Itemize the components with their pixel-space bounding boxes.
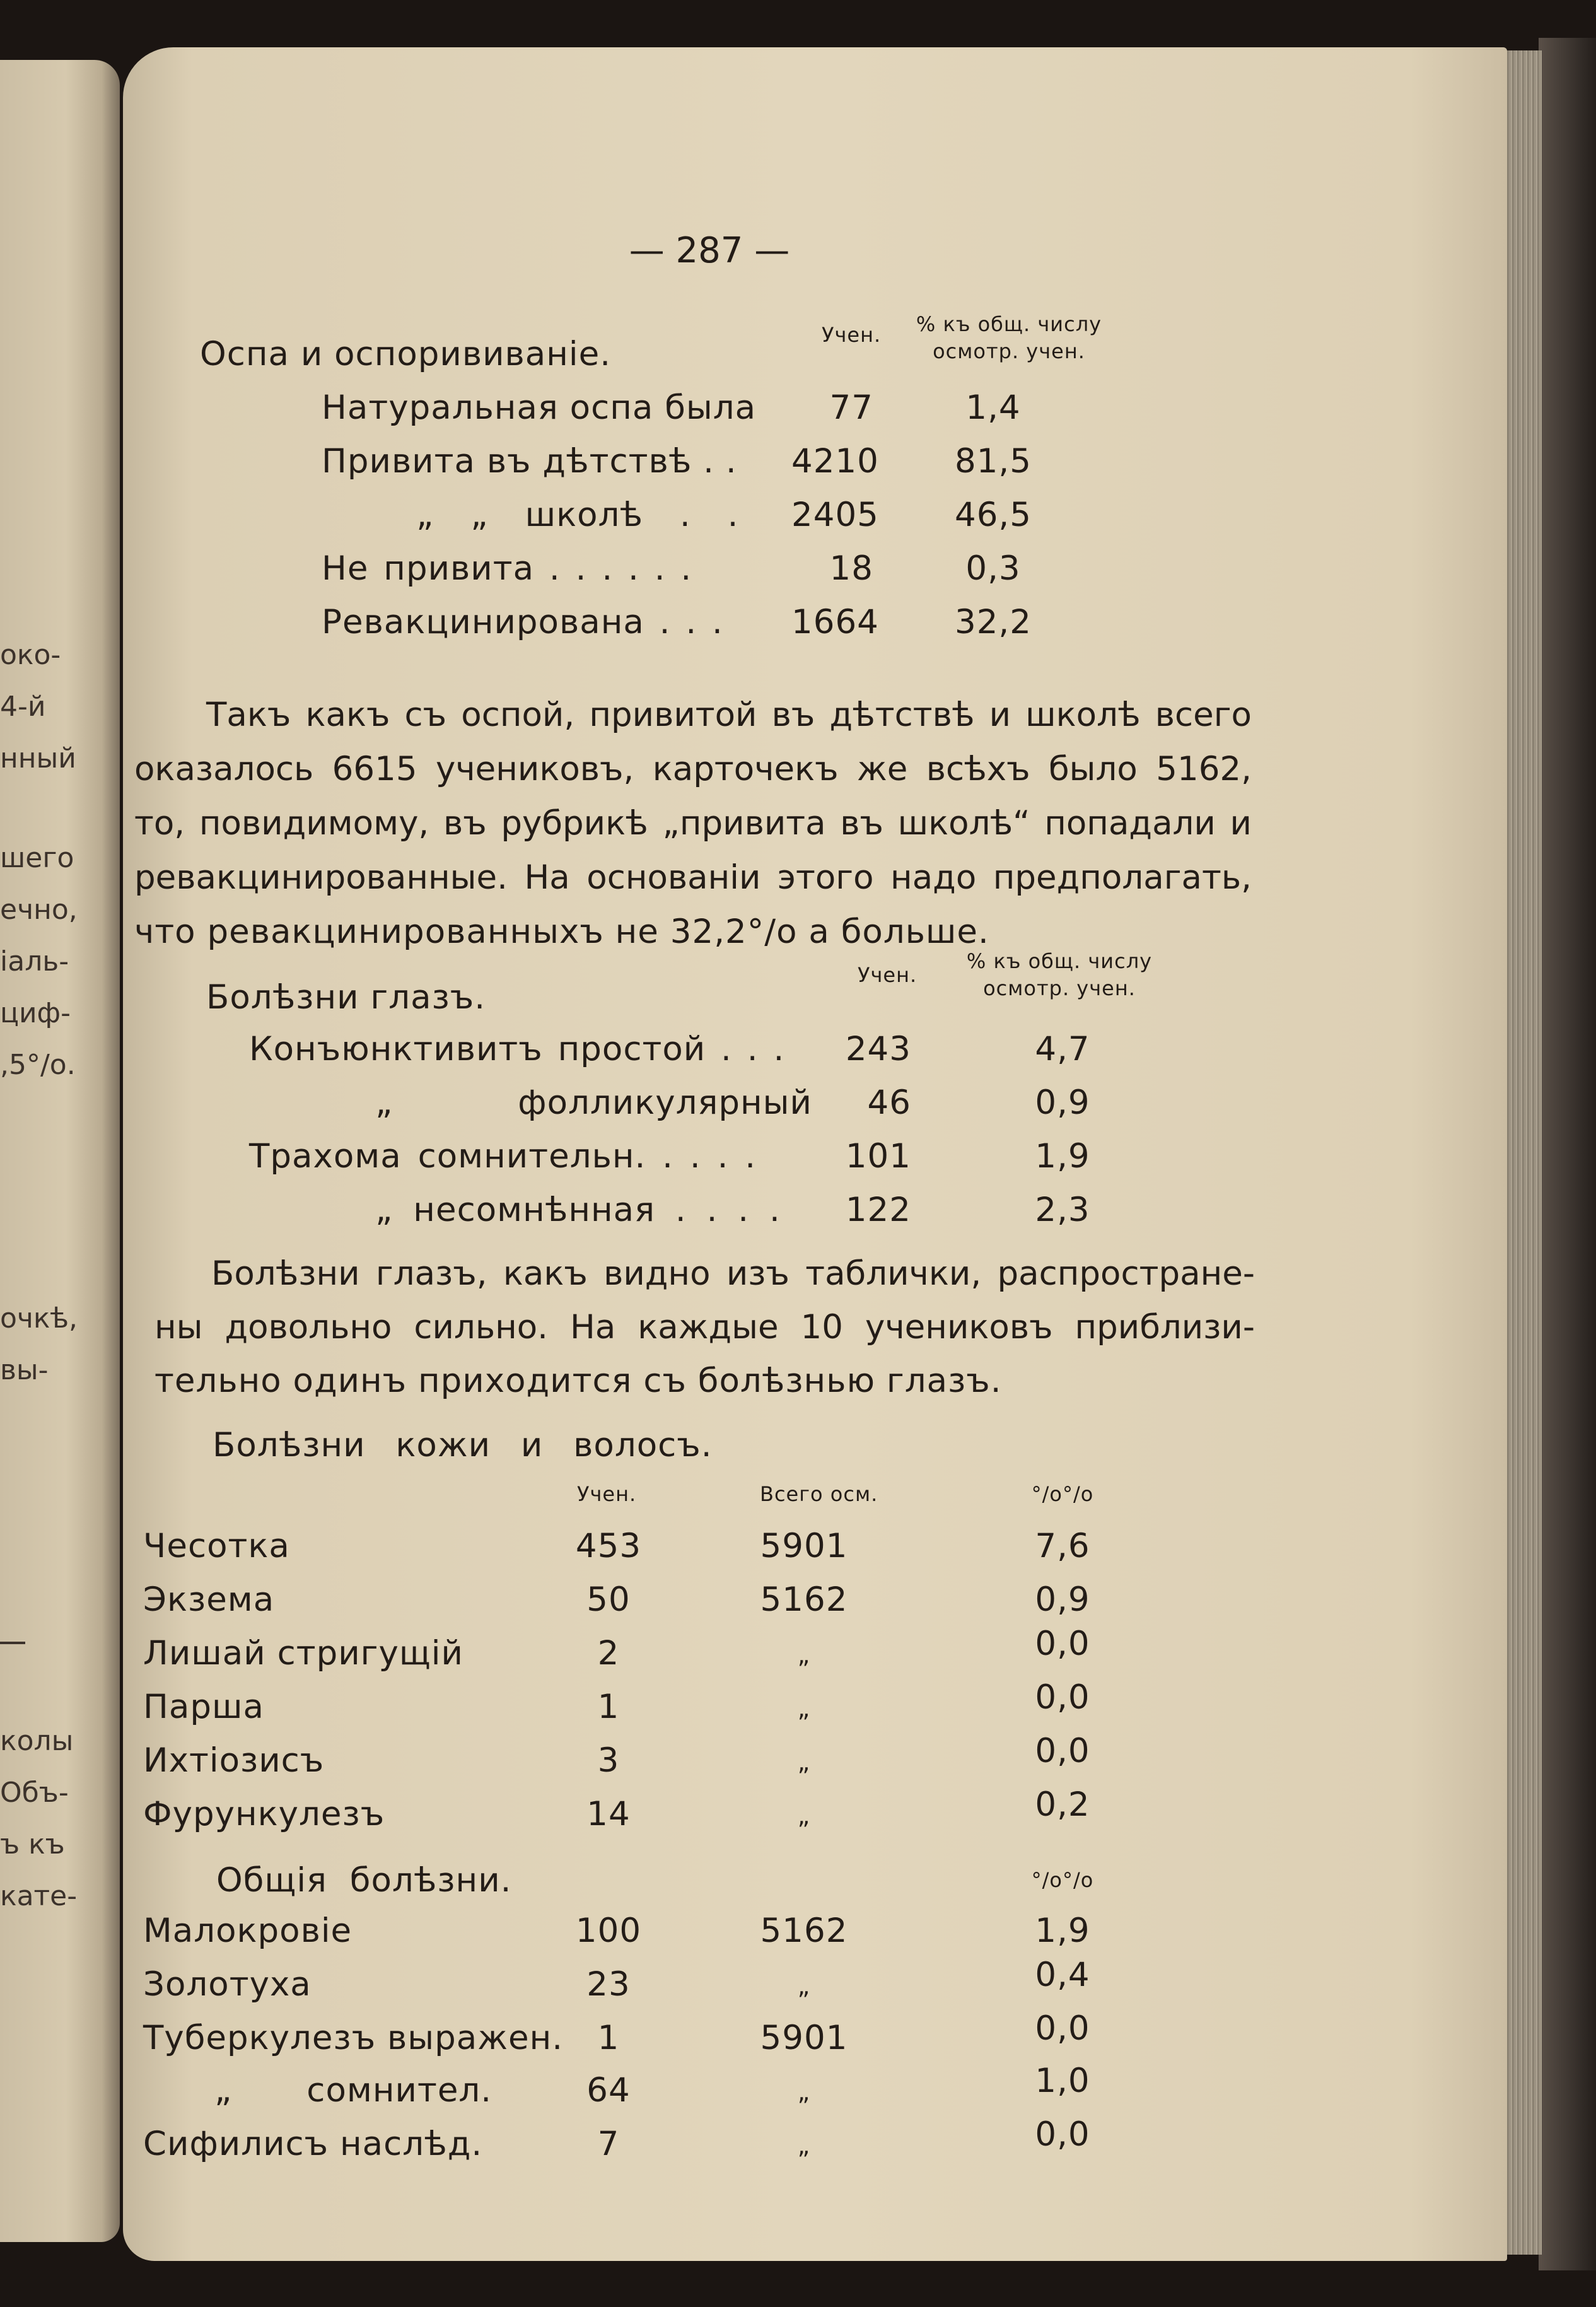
eyes-row-count: 46 [867, 1083, 911, 1122]
paragraph-line: Болѣзни глазъ, какъ видно изъ таблички, распростране- [211, 1254, 1255, 1293]
paragraph-line: ны довольно сильно. На каждые 10 учениковъ приблизи- [154, 1308, 1255, 1346]
smallpox-title: Оспа и оспорививаніе. [200, 335, 612, 373]
skin-row-count: 50 [586, 1580, 631, 1619]
general-row-count: 7 [597, 2125, 620, 2163]
general-row-label: Золотуха [143, 1965, 312, 2004]
previous-page-edge [0, 60, 120, 2242]
smallpox-row-percent: 0,3 [965, 549, 1021, 588]
skin-row-count: 453 [575, 1527, 642, 1565]
smallpox-row-label: Не привита . . . . . . [322, 549, 692, 588]
left-fragment: ъ къ [0, 1828, 65, 1860]
paragraph-line: что ревакцинированныхъ не 32,2°/о а больше. [134, 913, 989, 951]
skin-row-total: „ [797, 1695, 811, 1722]
skin-row-percent: 0,0 [1035, 1732, 1090, 1770]
general-row-count: 23 [586, 1965, 631, 2004]
general-row-count: 100 [575, 1912, 642, 1950]
paragraph-line: тельно одинъ приходится съ болѣзнью глазъ. [154, 1362, 1002, 1400]
general-row-label: „ сомнител. [214, 2071, 492, 2110]
general-row-count: 64 [586, 2071, 631, 2110]
general-row-total: „ [797, 2078, 811, 2106]
smallpox-row-percent: 81,5 [954, 442, 1032, 481]
left-fragment: око- [0, 639, 61, 671]
left-fragment: 4-й [0, 691, 46, 723]
skin-row-percent: 0,0 [1035, 1678, 1090, 1717]
left-fragment: вы- [0, 1354, 49, 1386]
smallpox-col-students: Учен. [822, 323, 882, 347]
paragraph-line: то, повидимому, въ рубрикѣ „привита въ школѣ“ попадали и [134, 804, 1252, 843]
skin-col-students: Учен. [577, 1482, 637, 1506]
left-fragment: колы [0, 1725, 74, 1757]
left-fragment: ечно, [0, 894, 78, 926]
smallpox-row-count: 4210 [791, 442, 879, 481]
general-row-total: 5901 [760, 2019, 848, 2057]
general-row-total: „ [797, 2132, 811, 2159]
paragraph-line: оказалось 6615 учениковъ, карточекъ же всѣхъ было 5162, [134, 750, 1252, 788]
eyes-col-students: Учен. [858, 963, 917, 987]
smallpox-row-label: Натуральная оспа была [322, 388, 757, 427]
left-fragment: нный [0, 742, 76, 774]
general-title: Общія болѣзни. [216, 1861, 512, 1900]
eyes-row-label: Трахома сомнительн. . . . . [249, 1137, 757, 1176]
general-row-total: „ [797, 1972, 811, 2000]
smallpox-row-count: 18 [829, 549, 873, 588]
skin-col-total: Всего осм. [760, 1482, 878, 1506]
general-row-label: Малокровіе [143, 1912, 352, 1950]
smallpox-row-percent: 32,2 [954, 603, 1032, 641]
eyes-title: Болѣзни глазъ. [206, 978, 486, 1017]
book-spine [1539, 38, 1596, 2270]
eyes-row-label: „ несомнѣнная . . . . [375, 1191, 781, 1229]
smallpox-col-percent: % къ общ. числу осмотр. учен. [916, 312, 1102, 364]
left-fragment: іаль- [0, 945, 69, 978]
skin-row-count: 1 [597, 1688, 620, 1726]
skin-row-count: 14 [586, 1795, 631, 1833]
skin-row-count: 3 [597, 1741, 620, 1780]
eyes-row-count: 101 [845, 1137, 911, 1176]
general-row-percent: 0,0 [1035, 2009, 1090, 2048]
general-row-percent: 0,0 [1035, 2115, 1090, 2154]
skin-col-percent: °/о°/о [1031, 1482, 1094, 1506]
skin-row-percent: 7,6 [1035, 1527, 1090, 1565]
smallpox-row-count: 1664 [791, 603, 879, 641]
general-row-label: Сифилисъ наслѣд. [143, 2125, 483, 2163]
skin-row-total: „ [797, 1802, 811, 1830]
left-fragment: циф- [0, 997, 71, 1029]
page-number: — 287 — [629, 230, 790, 271]
skin-row-percent: 0,9 [1035, 1580, 1090, 1619]
smallpox-row-percent: 1,4 [965, 388, 1021, 427]
skin-title: Болѣзни кожи и волосъ. [213, 1426, 713, 1464]
skin-row-label: Парша [143, 1688, 264, 1726]
eyes-row-percent: 2,3 [1035, 1191, 1090, 1229]
skin-row-label: Чесотка [143, 1527, 290, 1565]
general-row-percent: 1,9 [1035, 1912, 1090, 1950]
smallpox-row-label: „ „ школѣ . . [416, 496, 739, 534]
eyes-row-label: „ фолликулярный [375, 1083, 812, 1122]
eyes-row-percent: 4,7 [1035, 1030, 1090, 1068]
eyes-col-percent: % къ общ. числу осмотр. учен. [966, 949, 1153, 1001]
paragraph-line: Такъ какъ съ оспой, привитой въ дѣтствѣ и школѣ всего [206, 696, 1252, 734]
general-row-total: 5162 [760, 1912, 848, 1950]
general-row-count: 1 [597, 2019, 620, 2057]
skin-row-total: 5162 [760, 1580, 848, 1619]
page [123, 47, 1507, 2261]
skin-row-label: Экзема [143, 1580, 275, 1619]
general-row-label: Туберкулезъ выражен. [143, 2019, 564, 2057]
left-fragment: Объ- [0, 1777, 69, 1809]
eyes-row-percent: 1,9 [1035, 1137, 1090, 1176]
skin-row-total: 5901 [760, 1527, 848, 1565]
skin-row-count: 2 [597, 1634, 620, 1673]
smallpox-row-count: 2405 [791, 496, 879, 534]
skin-row-label: Лишай стригущій [143, 1634, 463, 1673]
skin-row-total: „ [797, 1641, 811, 1669]
left-fragment: кате- [0, 1880, 78, 1912]
left-fragment: ,5°/о. [0, 1049, 76, 1081]
paragraph-line: ревакцинированные. На основаніи этого надо предполагать, [134, 858, 1252, 897]
smallpox-row-percent: 46,5 [954, 496, 1032, 534]
eyes-row-count: 243 [845, 1030, 911, 1068]
skin-row-percent: 0,2 [1035, 1785, 1090, 1824]
general-row-percent: 1,0 [1035, 2062, 1090, 2100]
smallpox-row-count: 77 [829, 388, 873, 427]
smallpox-row-label: Ревакцинирована . . . [322, 603, 723, 641]
skin-row-percent: 0,0 [1035, 1625, 1090, 1663]
left-fragment-rule [0, 1642, 25, 1644]
general-row-percent: 0,4 [1035, 1956, 1090, 1994]
skin-row-total: „ [797, 1748, 811, 1776]
left-fragment: шего [0, 842, 74, 874]
general-col-percent: °/о°/о [1031, 1868, 1094, 1892]
skin-row-label: Фурункулезъ [143, 1795, 385, 1833]
skin-row-label: Ихтіозисъ [143, 1741, 325, 1780]
eyes-row-count: 122 [845, 1191, 911, 1229]
eyes-row-label: Конъюнктивитъ простой . . . [249, 1030, 785, 1068]
smallpox-row-label: Привита въ дѣтствѣ . . [322, 442, 737, 481]
eyes-row-percent: 0,9 [1035, 1083, 1090, 1122]
left-fragment: очкѣ, [0, 1302, 78, 1335]
